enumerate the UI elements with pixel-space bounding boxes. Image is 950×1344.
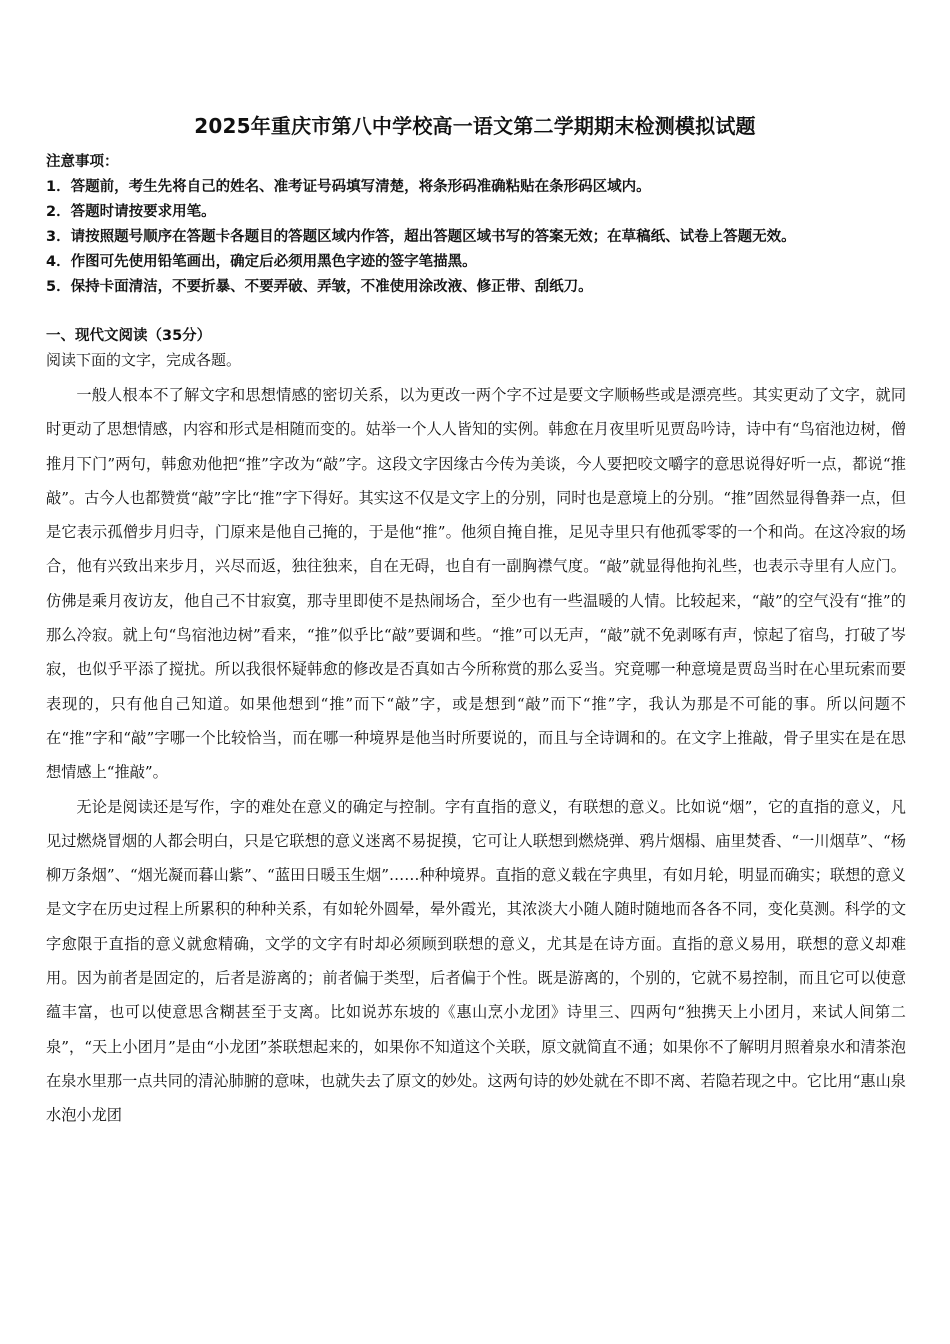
notice-item: 4．作图可先使用铅笔画出，确定后必须用黑色字迹的签字笔描黑。 bbox=[46, 254, 477, 270]
notice-item: 1．答题前，考生先将自己的姓名、准考证号码填写清楚，将条形码准确粘贴在条形码区域内。 bbox=[46, 179, 651, 195]
passage-paragraph: 一般人根本不了解文字和思想情感的密切关系，以为更改一两个字不过是要文字顺畅些或是漂亮些。其实更动了文字，就同时更动了思想情感，内容和形式是相随而变的。姑举一个人人皆知的实例。韩愈在月夜里听见贾岛吟诗，诗中有“鸟宿池边树，僧推月下门”两句，韩愈劝他把“推”字改为“敲”字。这段文字因缘古今传为美谈，今人要把咬文嚼字的意思说得好听一点，都说“推敲”。古今人也都赞赏“敲”字比“推”字下得好。其实这不仅是文字上的分别，同时也是意境上的分别。“推”固然显得鲁莽一点，但是它表示孤僧步月归寺，门原来是他自己掩的，于是他“推”。他须自掩自推，足见寺里只有他孤零零的一个和尚。在这冷寂的场合，他有兴致出来步月，兴尽而返，独往独来，自在无碍，也自有一副胸襟气度。“敲”就显得他拘礼些，也表示寺里有人应门。仿佛是乘月夜访友，他自己不甘寂寞，那寺里即使不是热闹场合，至少也有一些温暖的人情。比较起来，“敲”的空气没有“推”的那么冷寂。就上句“鸟宿池边树”看来，“推”似乎比“敲”要调和些。“推”可以无声，“敲”就不免剥啄有声，惊起了宿鸟，打破了岑寂，也似乎平添了搅扰。所以我很怀疑韩愈的修改是否真如古今所称赏的那么妥当。究竟哪一种意境是贾岛当时在心里玩索而要表现的，只有他自己知道。如果他想到“推”而下“敲”字，或是想到“敲”而下“推”字，我认为那是不可能的事。所以问题不在“推”字和“敲”字哪一个比较恰当，而在哪一种境界是他当时所要说的，而且与全诗调和的。在文字上推敲，骨子里实在是在思想情感上“推敲”。 bbox=[46, 386, 906, 782]
notice-item: 5．保持卡面清洁，不要折暴、不要弄破、弄皱，不准使用涂改液、修正带、刮纸刀。 bbox=[46, 279, 593, 295]
section-heading: 一、现代文阅读（35分） bbox=[46, 328, 212, 344]
passage-paragraph: 无论是阅读还是写作，字的难处在意义的确定与控制。字有直指的意义，有联想的意义。比如说“烟”，它的直指的意义，凡见过燃烧冒烟的人都会明白，只是它联想的意义迷离不易捉摸，它可让人联想到燃烧弹、鸦片烟榻、庙里焚香、“一川烟草”、“杨柳万条烟”、“烟光凝而暮山紫”、“蓝田日暖玉生烟”……种种境界。直指的意义载在字典里，有如月轮，明显而确实；联想的意义是文字在历史过程上所累积的种种关系，有如轮外圆晕，晕外霞光，其浓淡大小随人随时随地而各各不同，变化莫测。科学的文字愈限于直指的意义就愈精确，文学的文字有时却必须顾到联想的意义，尤其是在诗方面。直指的意义易用，联想的意义却难用。因为前者是固定的，后者是游离的；前者偏于类型，后者偏于个性。既是游离的，个别的，它就不易控制，而且它可以使意蕴丰富，也可以使意思含糊甚至于支离。比如说苏东坡的《惠山烹小龙团》诗里三、四两句“独携天上小团月，来试人间第二泉”，“天上小团月”是由“小龙团”茶联想起来的，如果你不知道这个关联，原文就简直不通；如果你不了解明月照着泉水和清茶泡在泉水里那一点共同的清沁肺腑的意味，也就失去了原文的妙处。这两句诗的妙处就在不即不离、若隐若现之中。它比用“惠山泉水泡小龙团 bbox=[46, 797, 906, 1125]
notice-heading: 注意事项： bbox=[46, 154, 119, 170]
reading-passage bbox=[46, 378, 906, 1133]
notice-item: 3．请按照题号顺序在答题卡各题目的答题区域内作答，超出答题区域书写的答案无效；在草稿纸、试卷上答题无效。 bbox=[46, 229, 796, 245]
notice-item: 2．答题时请按要求用笔。 bbox=[46, 204, 216, 220]
reading-instruction: 阅读下面的文字，完成各题。 bbox=[46, 351, 242, 369]
exam-title: 2025年重庆市第八中学校高一语文第二学期期末检测模拟试题 bbox=[194, 114, 756, 138]
notice-section bbox=[46, 150, 916, 300]
